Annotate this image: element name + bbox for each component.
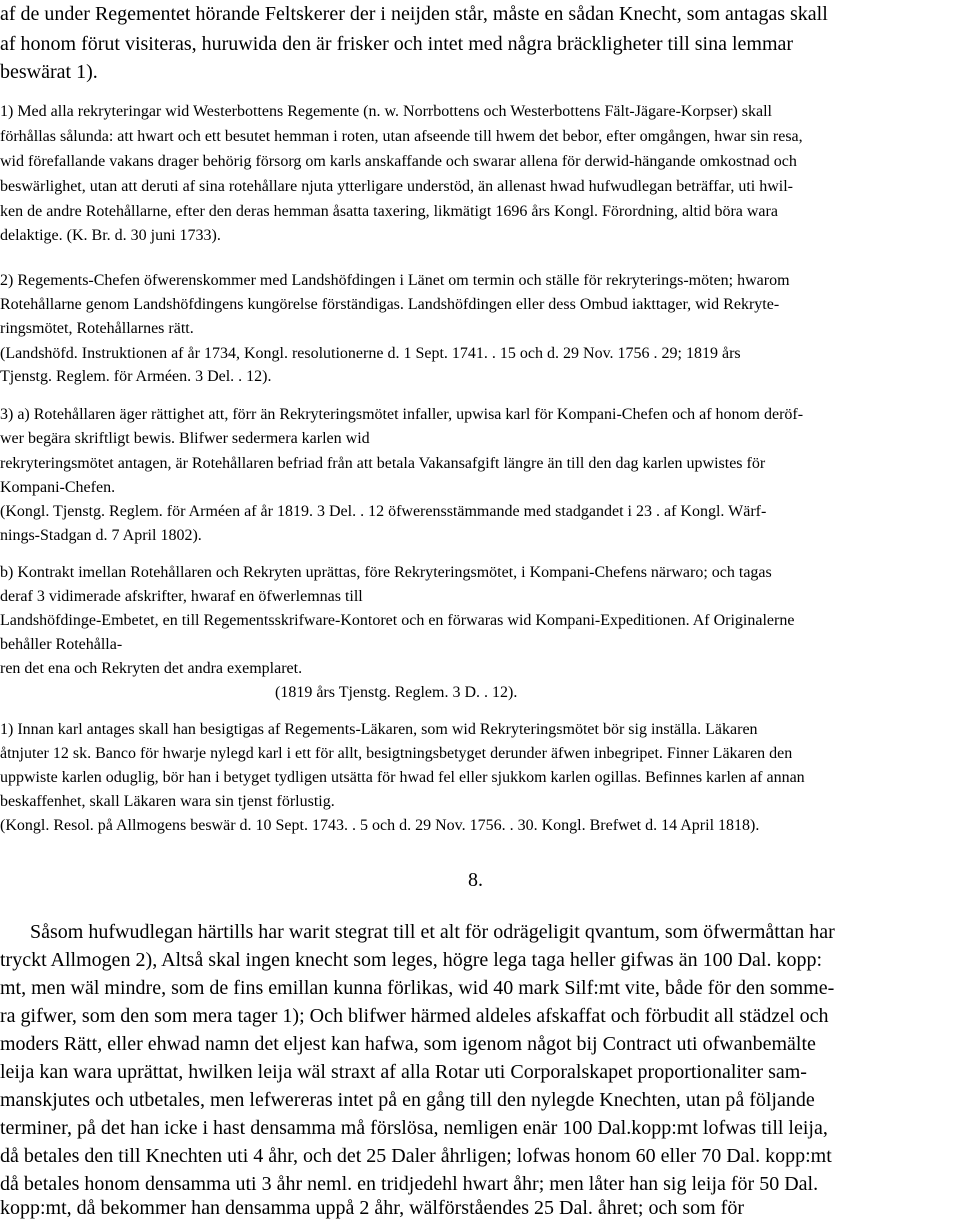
footnote-citation: (1819 års Tjenstg. Reglem. 3 D. . 12).: [275, 684, 518, 701]
footnote-line: 1) Med alla rekryteringar wid Westerbottens Regemente (n. w. Norrbottens och Westerbottens Fält-Jägare-Korpser) skall: [0, 103, 772, 120]
footnote-line: wid förefallande vakans drager behörig försorg om karls anskaffande och swarar allena för derwid-hängande omkostnad och: [0, 153, 797, 170]
footnote-line: ringsmötet, Rotehållarnes rätt.: [0, 320, 194, 337]
footnote-line: (Kongl. Tjenstg. Reglem. för Arméen af år 1819. 3 Del. . 12 öfwerensstämmande med stadgandet i 23 . af Kongl. Wärf-: [0, 503, 767, 520]
footnote-line: deraf 3 vidimerade afskrifter, hwaraf en öfwerlemnas till: [0, 588, 363, 605]
footnote-line: delaktige. (K. Br. d. 30 juni 1733).: [0, 227, 221, 244]
text-line: Såsom hufwudlegan härtills har warit stegrat till et alt för odrägeligit qvantum, som öfwermåttan har: [30, 921, 835, 943]
footnote-line: wer begära skriftligt bewis. Blifwer sedermera karlen wid: [0, 430, 370, 447]
footnote-line: beskaffenhet, skall Läkaren wara sin tjenst förlustig.: [0, 793, 335, 810]
section-number: 8.: [468, 869, 483, 891]
text-line: leija kan wara uprättat, hwilken leija wäl straxt af alla Rotar uti Corporalskapet proportionaliter sam-: [0, 1061, 807, 1083]
footnote-line: 2) Regements-Chefen öfwerenskommer med Landshöfdingen i Länet om termin och ställe för rekryterings-möten; hwarom: [0, 272, 790, 289]
text-line: ra gifwer, som den som mera tager 1); Och blifwer härmed aldeles afskaffat och förbudit all städzel och: [0, 1005, 829, 1027]
text-line: då betales honom densamma uti 3 åhr neml. en tridjedehl hwart åhr; men låter han sig leija för 50 Dal.: [0, 1173, 819, 1195]
footnote-line: 3) a) Rotehållaren äger rättighet att, förr än Rekryteringsmötet infaller, upwisa karl för Kompani-Chefen och af honom deröf-: [0, 406, 804, 423]
text-line: tryckt Allmogen 2), Altså skal ingen knecht som leges, högre lega taga heller gifwas än 100 Dal. kopp:: [0, 949, 823, 971]
footnote-line: b) Kontrakt imellan Rotehållaren och Rekryten uprättas, före Rekryteringsmötet, i Kompani-Chefens närwaro; och tagas: [0, 564, 772, 581]
text-line: af honom förut visiteras, huruwida den är frisker och intet med några bräckligheter till sina lemmar: [0, 33, 794, 55]
text-line: då betales den till Knechten uti 4 åhr, och det 25 Daler åhrligen; lofwas honom 60 eller 70 Dal. kopp:mt: [0, 1145, 832, 1167]
text-line: kopp:mt, då bekommer han densamma uppå 2 åhr, wälförståendes 25 Dal. åhret; och som för: [0, 1197, 744, 1219]
footnote-line: nings-Stadgan d. 7 April 1802).: [0, 527, 202, 544]
footnote-line: 1) Innan karl antages skall han besigtigas af Regements-Läkaren, som wid Rekryteringsmötet bör sig inställa. Läkaren: [0, 721, 758, 738]
footnote-line: förhållas sålunda: att hwart och ett besutet hemman i roten, utan afseende till hwem det bebor, efter omgången, hwar sin resa,: [0, 128, 803, 145]
footnote-line: (Landshöfd. Instruktionen af år 1734, Kongl. resolutionerne d. 1 Sept. 1741. . 15 och d. 29 Nov. 1756 . 29; 1819 års: [0, 345, 741, 362]
footnote-line: beswärlighet, utan att deruti af sina rotehållare njuta ytterligare understöd, än allenast hwad hufwudlegan beträffar, uti hwil-: [0, 178, 793, 195]
footnote-line: uppwiste karlen oduglig, bör han i betyget tydligen utsätta för hwad fel eller sjukkom karlen ogillas. Befinnes karlen af annan: [0, 769, 805, 786]
text-line: af de under Regementet hörande Feltskerer der i neijden står, måste en sådan Knecht, som antagas skall: [0, 3, 828, 25]
footnote-line: Tjenstg. Reglem. för Arméen. 3 Del. . 12).: [0, 368, 272, 385]
footnote-line: rekryteringsmötet antagen, är Rotehållaren befriad från att betala Vakansafgift längre än till den dag karlen upwistes för: [0, 455, 766, 472]
footnote-line: ken de andre Rotehållarne, efter den deras hemman åsatta taxering, likmätigt 1696 års Kongl. Förordning, altid böra wara: [0, 203, 778, 220]
footnote-line: Rotehållarne genom Landshöfdingens kungörelse förständigas. Landshöfdingen eller dess Ombud iakttager, wid Rekryte-: [0, 296, 780, 313]
footnote-line: (Kongl. Resol. på Allmogens beswär d. 10 Sept. 1743. . 5 och d. 29 Nov. 1756. . 30. Kongl. Brefwet d. 14 April 1818).: [0, 817, 760, 834]
text-line: terminer, på det han icke i hast densamma må förslösa, nemligen enär 100 Dal.kopp:mt lofwas till leija,: [0, 1117, 828, 1139]
text-line: manskjutes och utbetales, men lefwereras intet på en gång till den nylegde Knechten, utan på följande: [0, 1089, 815, 1111]
footnote-line: åtnjuter 12 sk. Banco för hwarje nylegd karl i ett för allt, besigtningsbetyget derunder äfwen inbegripet. Finner Läkaren den: [0, 745, 793, 762]
text-line: moders Rätt, eller ehwad namn det eljest kan hafwa, som igenom något bij Contract uti ofwanbemälte: [0, 1033, 816, 1055]
footnote-line: ren det ena och Rekryten det andra exemplaret.: [0, 660, 303, 677]
footnote-line: Kompani-Chefen.: [0, 479, 116, 496]
text-line: mt, men wäl mindre, som de fins emillan kunna förlikas, wid 40 mark Silf:mt vite, både för den somme-: [0, 977, 835, 999]
text-line: beswärat 1).: [0, 61, 98, 83]
footnote-line: Landshöfdinge-Embetet, en till Regementsskrifware-Kontoret och en förwaras wid Kompani-Expeditionen. Af Originalerne: [0, 612, 795, 629]
footnote-line: behåller Rotehålla-: [0, 636, 123, 653]
